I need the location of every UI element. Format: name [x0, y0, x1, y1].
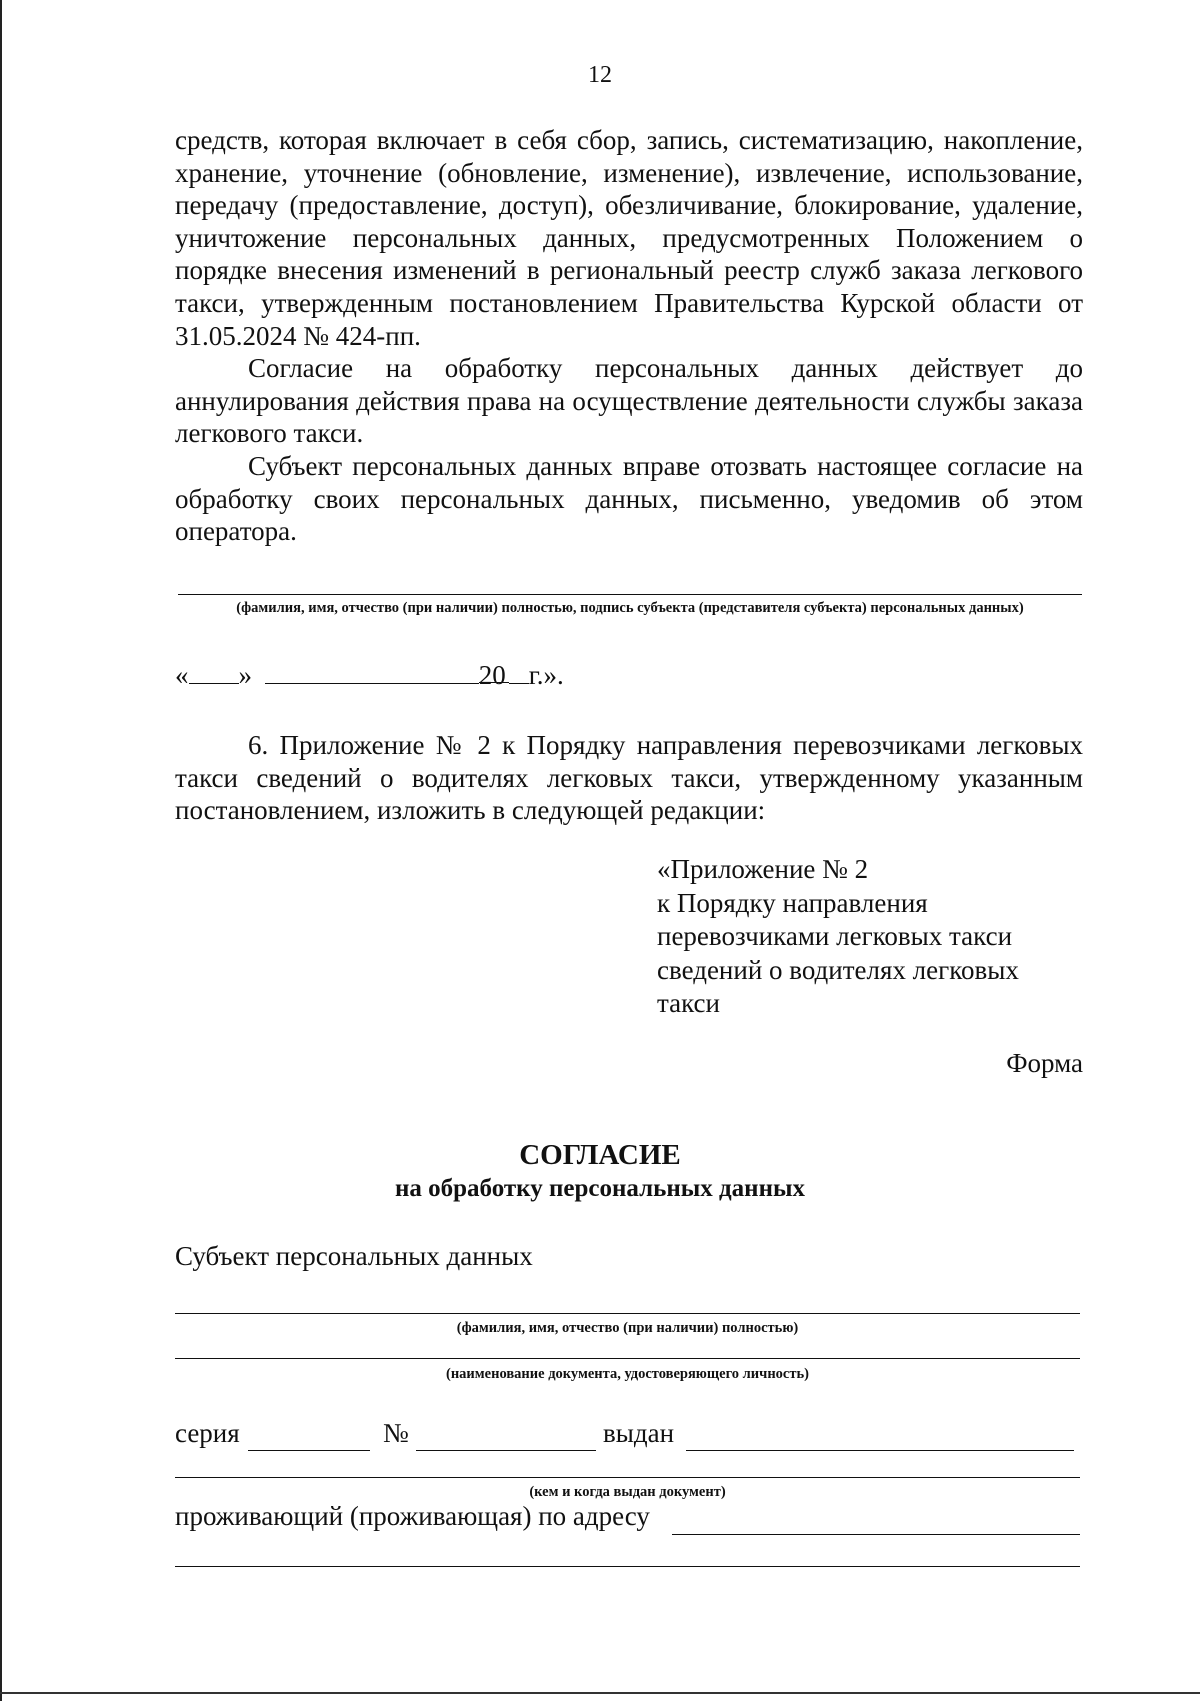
fio-field[interactable]: [175, 1313, 1080, 1314]
signature-caption: (фамилия, имя, отчество (при наличии) полностью, подпись субъекта (представителя субъекта) персональных данных): [236, 600, 1024, 616]
page-bottom-edge: [0, 1692, 1200, 1694]
appendix-heading-line: сведений о водителях легковых: [657, 954, 1019, 985]
number-field[interactable]: [416, 1450, 596, 1451]
paragraph-processing-scope: средств, которая включает в себя сбор, запись, систематизацию, накопление, хранение, уточнение (обновление, изменение), извлечение, использование, передачу (предоставление, доступ), обезличивание, блокирование, удаление, уничтожение персональных данных, предусмотренных Положением о порядке внесения изменений в региональный реестр служб заказа легкового такси, утвержденным постановлением Правительства Курской области от 31.05.2024 № 424-пп.: [175, 125, 1083, 351]
date-close-quote: »: [238, 660, 252, 690]
subject-label: Субъект персональных данных: [175, 1241, 533, 1271]
series-label: серия: [175, 1418, 240, 1448]
address-label: проживающий (проживающая) по адресу: [175, 1501, 650, 1531]
appendix-heading: [657, 853, 1077, 1021]
appendix-heading-line: к Порядку направления: [657, 887, 928, 918]
paragraph-amendment-6: 6. Приложение № 2 к Порядку направления перевозчиками легковых такси сведений о водителях легковых такси, утвержденному указанным постановлением, изложить в следующей редакции:: [175, 730, 1083, 826]
appendix-heading-line: «Приложение № 2: [657, 854, 869, 884]
appendix-heading-line: такси: [657, 988, 720, 1018]
address-field[interactable]: [672, 1534, 1080, 1535]
fio-caption: (фамилия, имя, отчество (при наличии) полностью): [456, 1320, 799, 1336]
paragraph-consent-validity: Согласие на обработку персональных данных действует до аннулирования действия права на осуществление деятельности службы заказа легкового такси.: [175, 353, 1083, 449]
paragraph-consent-withdrawal: Субъект персональных данных вправе отозвать настоящее согласие на обработку своих персональных данных, письменно, уведомив об этом оператора.: [175, 451, 1083, 547]
issued-by-caption: (кем и когда выдан документ): [529, 1484, 726, 1500]
year-blank[interactable]: [509, 661, 529, 684]
year-prefix: 20: [479, 660, 509, 683]
form-subtitle: на обработку персональных данных: [395, 1175, 805, 1202]
month-blank[interactable]: [265, 661, 479, 684]
series-field[interactable]: [248, 1450, 370, 1451]
signature-line: [178, 594, 1082, 595]
page-number: 12: [588, 62, 612, 88]
issued-label: выдан: [603, 1418, 675, 1448]
address-field-continuation[interactable]: [175, 1566, 1080, 1567]
date-line: [175, 660, 564, 691]
page-left-edge: [0, 0, 2, 1701]
date-suffix: г.».: [528, 660, 564, 690]
appendix-heading-line: перевозчиками легковых такси: [657, 921, 1013, 951]
identity-document-caption: (наименование документа, удостоверяющего личность): [446, 1366, 809, 1382]
day-blank[interactable]: [189, 661, 239, 684]
number-label: №: [383, 1418, 409, 1448]
form-label: Форма: [1006, 1048, 1083, 1078]
identity-document-field[interactable]: [175, 1358, 1080, 1359]
issued-by-field[interactable]: [175, 1477, 1080, 1478]
issued-field[interactable]: [686, 1450, 1074, 1451]
date-open-quote: «: [175, 660, 189, 690]
form-title: СОГЛАСИЕ: [519, 1139, 681, 1171]
